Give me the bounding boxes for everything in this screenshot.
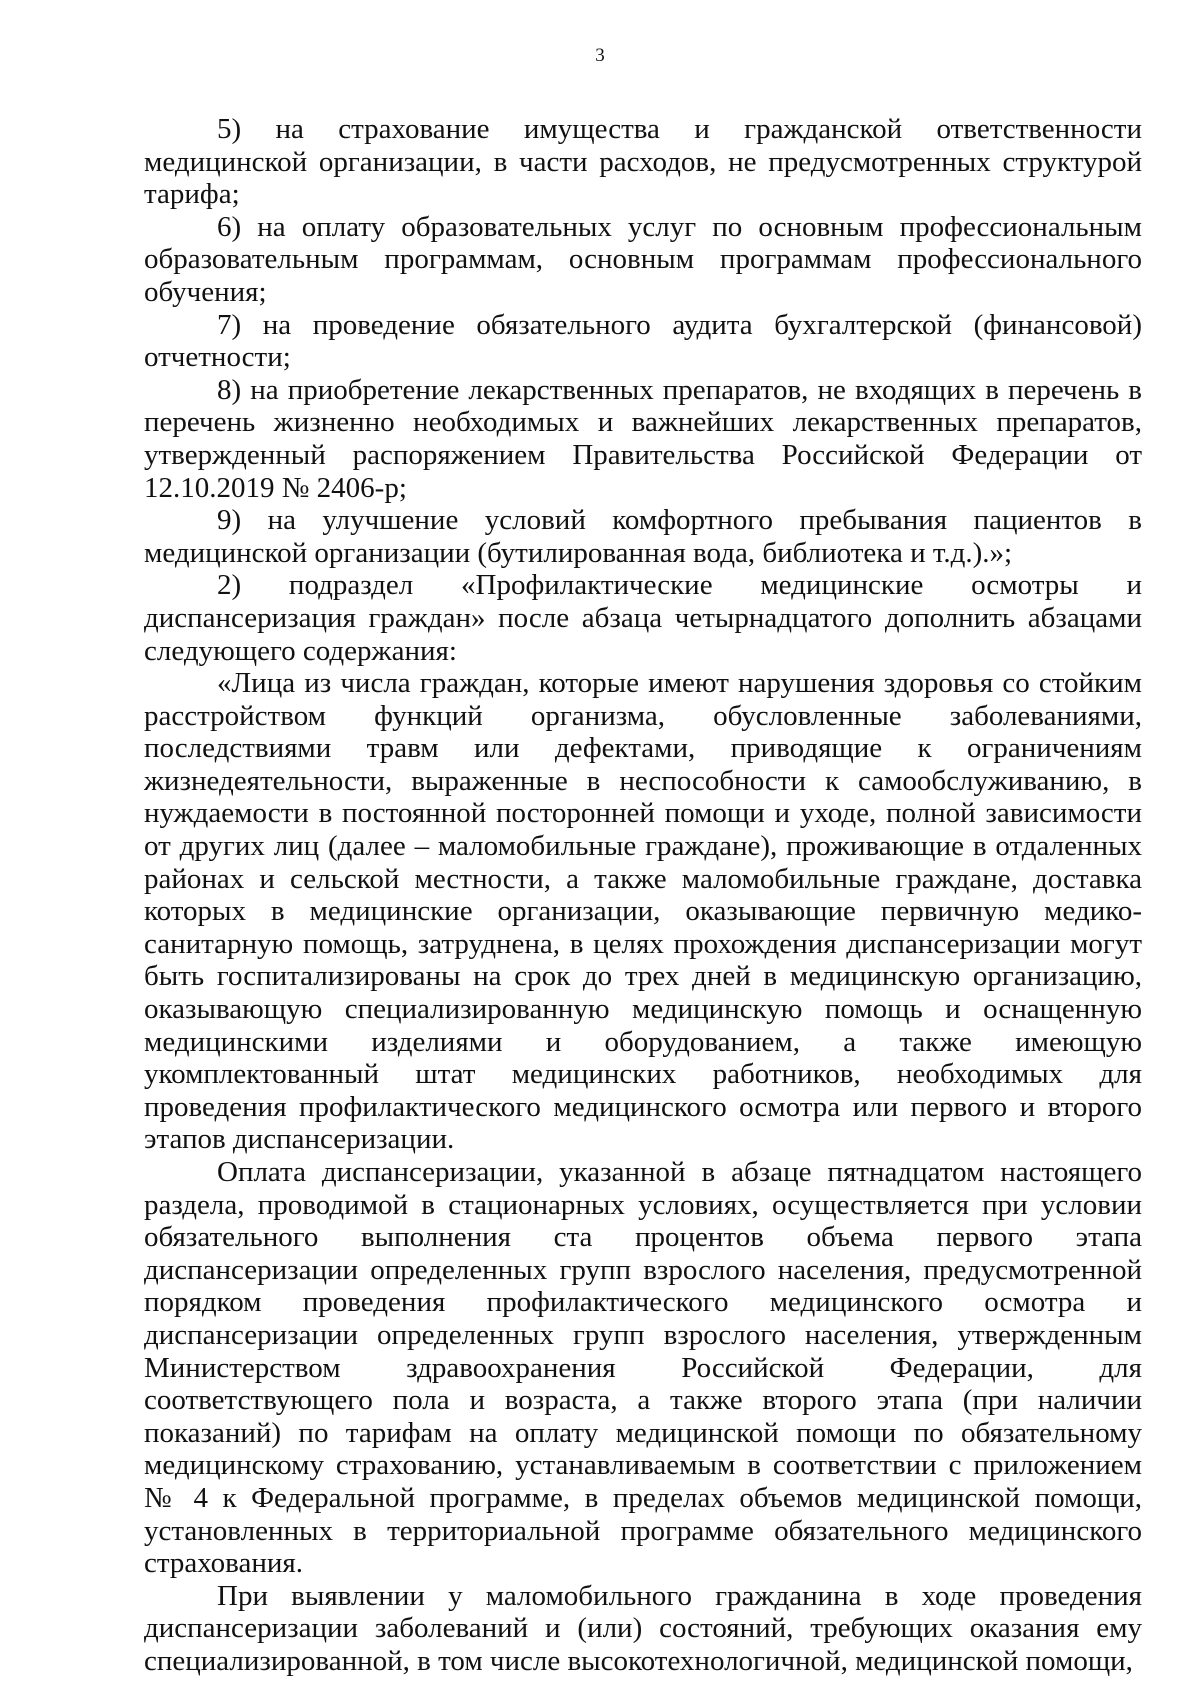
paragraph-low-mobility-citizens: «Лица из числа граждан, которые имеют нарушения здоровья со стойким расстройством функций организма, обусловленные заболеваниями, последствиями травм или дефектами, приводящие к ограничениям жизнедеятельности, выраженные в неспособности к самообслуживанию, в нуждаемости в постоянной посторонней помощи и уходе, полной зависимости от других лиц (далее – маломобильные граждане), проживающие в отдаленных районах и сельской местности, а также маломобильные граждане, доставка которых в медицинские организации, оказывающие первичную медико-санитарную помощь, затруднена, в целях прохождения диспансеризации могут быть госпитализированы на срок до трех дней в медицинскую организацию, оказывающую специализированную медицинскую помощь и оснащенную медицинскими изделиями и оборудованием, а также имеющую укомплектованный штат медицинских работников, необходимых для проведения профилактического медицинского осмотра или первого и второго этапов диспансеризации. xyxy=(144,667,1142,1156)
paragraph-item-6: 6) на оплату образовательных услуг по основным профессиональным образовательным программам, основным программам профессионального обучения; xyxy=(144,210,1142,308)
paragraph-item-7: 7) на проведение обязательного аудита бухгалтерской (финансовой) отчетности; xyxy=(144,308,1142,374)
paragraph-item-9: 9) на улучшение условий комфортного пребывания пациентов в медицинской организации (бутилированная вода, библиотека и т.д.).»; xyxy=(144,504,1142,569)
paragraph-subsection-amendment: 2) подраздел «Профилактические медицинские осмотры и диспансеризация граждан» после абзаца четырнадцатого дополнить абзацами следующего содержания: xyxy=(144,569,1142,667)
paragraph-item-5: 5) на страхование имущества и гражданской ответственности медицинской организации, в части расходов, не предусмотренных структурой тарифа; xyxy=(144,113,1142,211)
paragraph-payment-conditions: Оплата диспансеризации, указанной в абзаце пятнадцатом настоящего раздела, проводимой в стационарных условиях, осуществляется при условии обязательного выполнения ста процентов объема первого этапа диспансеризации определенных групп взрослого населения, предусмотренной порядком проведения профилактического медицинского осмотра и диспансеризации определенных групп взрослого населения, утвержденным Министерством здравоохранения Российской Федерации, для соответствующего пола и возраста, а также второго этапа (при наличии показаний) по тарифам на оплату медицинской помощи по обязательному медицинскому страхованию, устанавливаемым в соответствии с приложением № 4 к Федеральной программе, в пределах объемов медицинской помощи, установленных в территориальной программе обязательного медицинского страхования. xyxy=(144,1156,1142,1580)
paragraph-detection: При выявлении у маломобильного гражданина в ходе проведения диспансеризации заболеваний и (или) состояний, требующих оказания ему специализированной, в том числе высокотехнологичной, медицинской помощи, xyxy=(144,1579,1142,1677)
page-number: 3 xyxy=(595,45,605,66)
paragraph-item-8: 8) на приобретение лекарственных препаратов, не входящих в перечень в перечень жизненно необходимых и важнейших лекарственных препаратов, утвержденный распоряжением Правительства Российской Федерации от 12.10.2019 № 2406-р; xyxy=(144,373,1142,504)
document-body xyxy=(144,113,1142,1678)
